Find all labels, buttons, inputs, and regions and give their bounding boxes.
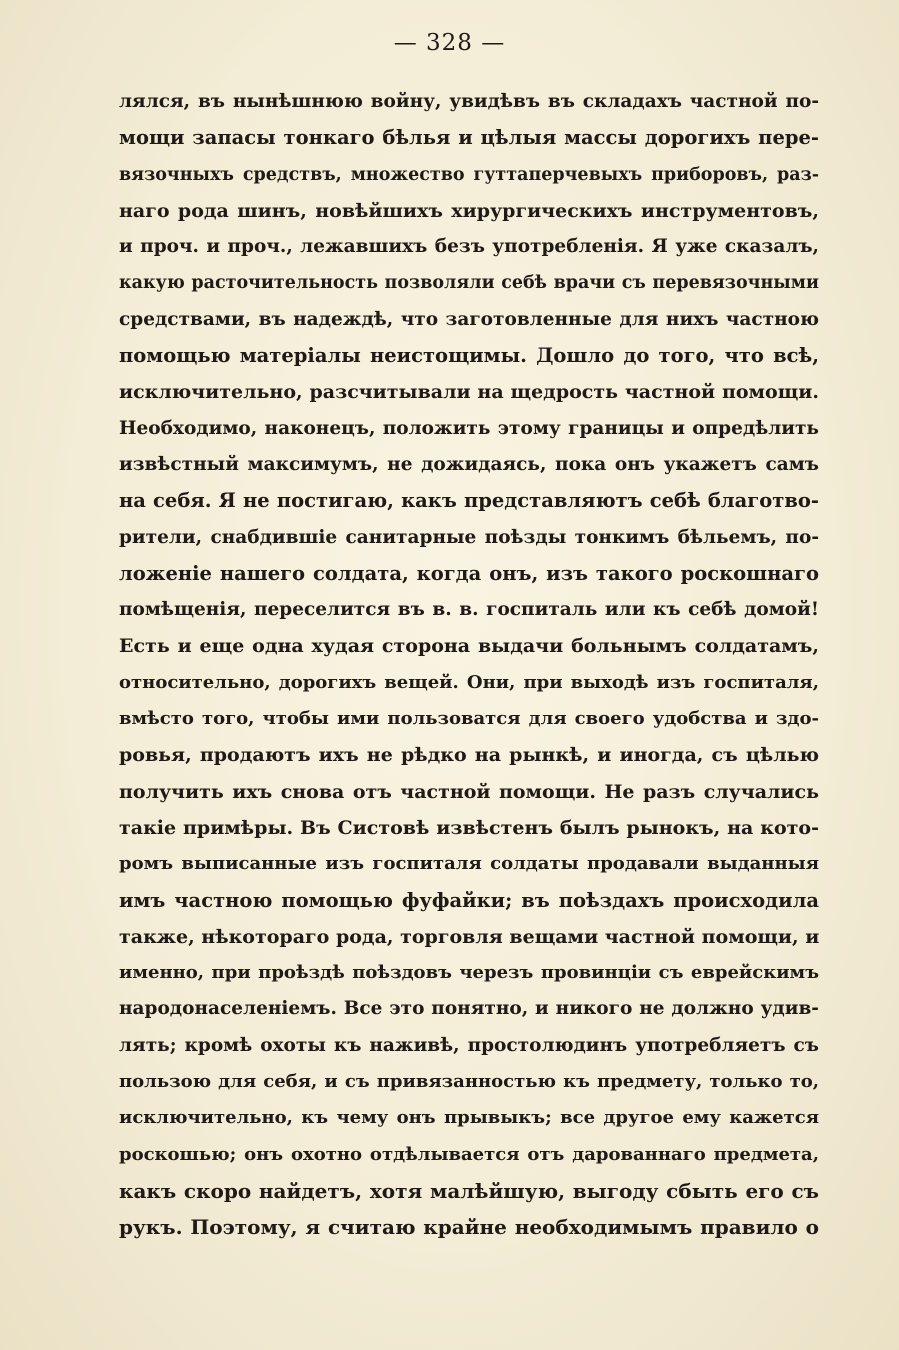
text-line: Необходимо, наконецъ, положить этому границы и опредѣлить xyxy=(119,417,819,439)
text-line: имъ частною помощью фуфайки; въ поѣздахъ происходила xyxy=(119,888,819,912)
text-line: ромъ выписанные изъ госпиталя солдаты продавали выданныя xyxy=(119,853,819,875)
text-line: исключительно, къ чему онъ прывыкъ; все другое ему кажется xyxy=(119,1107,819,1129)
text-line: относительно, дорогихъ вещей. Они, при выходѣ изъ госпиталя, xyxy=(119,671,819,693)
text-line: мощи запасы тонкаго бѣлья и цѣлыя массы дорогихъ пере- xyxy=(119,126,819,150)
text-line: такіе примѣры. Въ Систовѣ извѣстенъ былъ рынокъ, на кото- xyxy=(119,816,819,839)
text-line: ровья, продаютъ ихъ не рѣдко на рынкѣ, и иногда, съ цѣлью xyxy=(119,744,819,767)
text-line: вязочныхъ средствъ, множество гуттаперчевыхъ приборовъ, раз- xyxy=(119,164,819,185)
text-line: именно, при проѣздѣ поѣздовъ черезъ провинціи съ еврейскимъ xyxy=(119,962,819,984)
text-line: извѣстный максимумъ, не дожидаясь, пока онъ укажетъ самъ xyxy=(119,453,819,475)
text-line: лять; кромѣ охоты къ наживѣ, простолюдинъ употребляетъ съ xyxy=(119,1034,819,1056)
text-line: пользою для себя, и съ привязанностью къ предмету, только то, xyxy=(119,1071,819,1093)
text-line: рукъ. Поэтому, я считаю крайне необходимымъ правило о xyxy=(119,1215,819,1240)
text-line: вмѣсто того, чтобы ими пользоватся для своего удобства и здо- xyxy=(119,708,819,730)
text-line: какъ скоро найдетъ, хотя малѣйшую, выгоду сбыть его съ xyxy=(119,1178,819,1203)
text-line: и проч. и проч., лежавшихъ безъ употребленія. Я уже сказалъ, xyxy=(119,236,819,258)
text-line: роскошью; онъ охотно отдѣлывается отъ дарованнаго предмета, xyxy=(119,1143,819,1165)
text-line: помѣщенія, переселится въ в. в. госпиталь или къ себѣ домой! xyxy=(119,599,819,621)
text-line: ложеніе нашего солдата, когда онъ, изъ такого роскошнаго xyxy=(119,561,819,585)
text-line: также, нѣкотораго рода, торговля вещами частной помощи, и xyxy=(119,925,819,948)
text-line: какую расточительность позволяли себѣ врачи съ перевязочными xyxy=(119,273,819,294)
body-text xyxy=(119,84,819,1246)
page-number: — 328 — xyxy=(393,30,506,56)
text-line: средствами, въ надеждѣ, что заготовленные для нихъ частною xyxy=(119,308,819,330)
text-line: народонаселеніемъ. Все это понятно, и никого не должно удив- xyxy=(119,998,819,1020)
text-line: исключительно, разсчитывали на щедрость частной помощи. xyxy=(119,381,819,404)
text-line: лялся, въ нынѣшнюю войну, увидѣвъ въ складахъ частной по- xyxy=(119,91,819,112)
text-line: Есть и еще одна худая сторона выдачи больнымъ солдатамъ, xyxy=(119,635,819,658)
text-line: получить ихъ снова отъ частной помощи. Не разъ случались xyxy=(119,780,819,803)
text-line: помощью матеріалы неистощимы. Дошло до того, что всѣ, xyxy=(119,344,819,368)
text-line: на себя. Я не постигаю, какъ представляютъ себѣ благотво- xyxy=(119,489,819,513)
text-line: наго рода шинъ, новѣйшихъ хирургическихъ инструментовъ, xyxy=(119,199,819,222)
text-line: рители, снабдившіе санитарные поѣзды тонкимъ бѣльемъ, по- xyxy=(119,526,819,548)
